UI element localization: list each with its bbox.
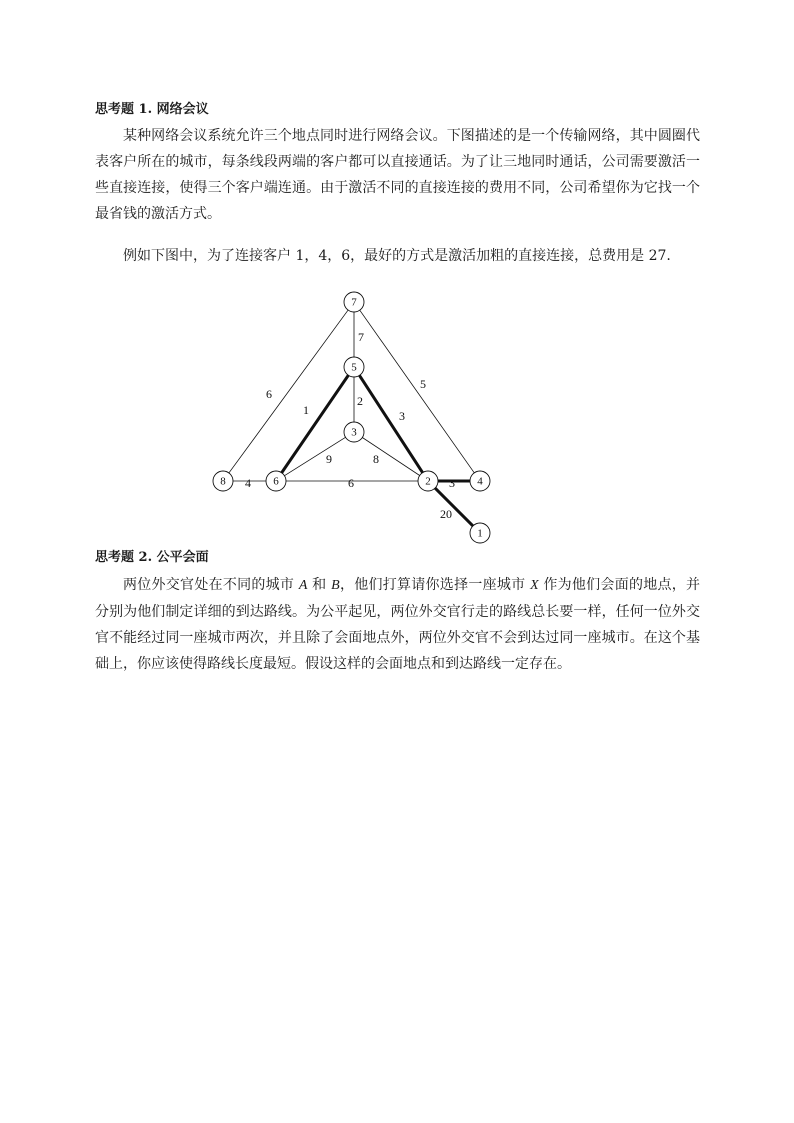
node-4 (470, 471, 490, 491)
problem1-paragraph1: 某种网络会议系统允许三个地点同时进行网络会议。下图描述的是一个传输网络，其中圆圈代表客户所在的城市，每条线段两端的客户都可以直接通话。为了让三地同时通话，公司需要激活一些直接连接，使得三个客户端连通。由于激活不同的直接连接的费用不同，公司希望你为它找一个最省钱的激活方式。 (95, 128, 700, 222)
edge-weight-2-4: 3 (449, 475, 455, 490)
variable-b: B (331, 578, 340, 593)
edge-weight-5-6: 1 (303, 402, 309, 417)
graph-edges (229, 310, 474, 526)
problem1-title: 思考题 1. 网络会议 (95, 102, 209, 117)
node-3 (344, 422, 364, 442)
edge-5-2 (359, 375, 422, 472)
node-1 (470, 523, 490, 543)
edge-weight-5-3: 2 (357, 393, 363, 408)
node-label-1: 1 (477, 527, 483, 540)
edge-weight-5-2: 3 (399, 408, 405, 423)
edge-7-8 (229, 310, 348, 473)
node-label-2: 2 (425, 475, 431, 488)
node-2 (418, 471, 438, 491)
edge-weight-3-6: 9 (326, 451, 332, 466)
edge-weight-7-5: 7 (358, 329, 364, 344)
variable-a: A (298, 578, 308, 593)
problem2-text-4: 作为他们会面的地点，并分别为他们制定详细的到达路线。为公平起见，两位外交官行走的路线总长要一样，任何一位外交官不能经过同一座城市两次，并且除了会面地点外，两位外交官不会到达过同一座城市。在这个基础上，你应该使得路线长度最短。假设这样的会面地点和到达路线一定存在。 (95, 577, 701, 672)
problem2-text-1: 两位外交官处在不同的城市 (123, 577, 299, 593)
edge-7-4 (360, 310, 474, 473)
edge-weight-2-1: 20 (440, 506, 452, 521)
node-5 (344, 357, 364, 377)
node-label-4: 4 (477, 475, 483, 488)
node-label-7: 7 (351, 296, 357, 309)
node-label-3: 3 (351, 426, 357, 439)
problem2-title: 思考题 2. 公平会面 (95, 550, 209, 565)
graph-nodes (213, 292, 490, 543)
node-label-5: 5 (351, 361, 357, 374)
node-8 (213, 471, 233, 491)
problem2-text-2: 和 (307, 577, 332, 593)
problem1-paragraph2: 例如下图中，为了连接客户 1，4，6，最好的方式是激活加粗的直接连接，总费用是 27. (123, 248, 671, 264)
node-7 (344, 292, 364, 312)
edge-5-6 (282, 375, 349, 472)
node-6 (266, 471, 286, 491)
problem2-paragraph (95, 572, 700, 677)
edge-weight-6-2: 6 (348, 475, 354, 490)
network-graph-diagram (200, 285, 510, 545)
node-label-6: 6 (273, 475, 279, 488)
edge-weight-3-2: 8 (373, 451, 379, 466)
edge-weight-7-8: 6 (266, 386, 272, 401)
problem2-text-3: ，他们打算请你选择一座城市 (339, 577, 531, 593)
edge-weight-8-6: 4 (245, 475, 251, 490)
variable-x: X (530, 578, 539, 593)
node-label-8: 8 (220, 475, 226, 488)
edge-weight-7-4: 5 (420, 376, 426, 391)
